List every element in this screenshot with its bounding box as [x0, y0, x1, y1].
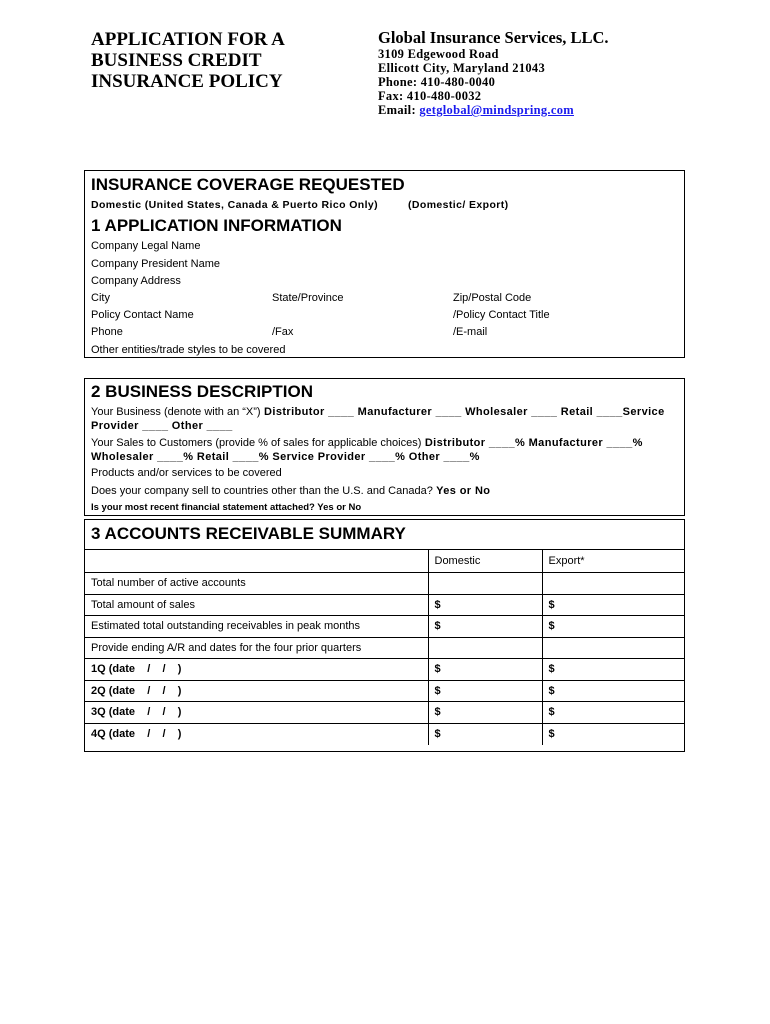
- field-other-entities: Other entities/trade styles to be covered: [91, 344, 286, 356]
- title-line: INSURANCE POLICY: [91, 71, 283, 92]
- sales-options: Distributor ____% Manufacturer ____%: [421, 437, 643, 449]
- products-line: Products and/or services to be covered: [91, 467, 282, 479]
- ar-row-label: 1Q (date / / ): [85, 659, 428, 681]
- countries-prompt: Does your company sell to countries other than the U.S. and Canada?: [91, 485, 433, 497]
- ar-row-label: Provide ending A/R and dates for the four prior quarters: [85, 637, 428, 659]
- ar-row-label: Total amount of sales: [85, 594, 428, 616]
- company-street: 3109 Edgewood Road: [378, 47, 499, 61]
- title-line: BUSINESS CREDIT: [91, 50, 262, 71]
- ar-col-export: Export*: [542, 550, 684, 573]
- document-title: [91, 29, 351, 92]
- company-phone: Phone: 410-480-0040: [378, 75, 496, 89]
- your-business-prompt: Your Business (denote with an “X”): [91, 406, 261, 418]
- ar-row-export[interactable]: $: [542, 723, 684, 745]
- coverage-domestic-export: (Domestic/ Export): [408, 199, 509, 211]
- table-row: [85, 637, 684, 659]
- your-business-options: Distributor ____ Manufacturer ____ Wholesaler ____ Retail ____Service: [260, 406, 665, 418]
- coverage-application-section: [84, 170, 685, 358]
- company-email-row: [378, 103, 718, 117]
- ar-row-domestic[interactable]: $: [428, 659, 542, 681]
- company-city: Ellicott City, Maryland 21043: [378, 61, 546, 75]
- ar-row-export[interactable]: [542, 573, 684, 595]
- table-row: [85, 723, 684, 745]
- countries-answer: Yes or No: [432, 485, 491, 497]
- ar-row-domestic[interactable]: $: [428, 680, 542, 702]
- business-description-section: [84, 378, 685, 516]
- sales-prompt: Your Sales to Customers (provide % of sales for applicable choices): [91, 437, 422, 449]
- ar-row-label: Total number of active accounts: [85, 573, 428, 595]
- ar-row-domestic[interactable]: [428, 573, 542, 595]
- field-fax: /Fax: [272, 326, 294, 338]
- field-zip: Zip/Postal Code: [453, 292, 532, 304]
- coverage-heading: INSURANCE COVERAGE REQUESTED: [91, 175, 405, 194]
- field-contact-title: /Policy Contact Title: [453, 309, 550, 321]
- ar-row-domestic: [428, 637, 542, 659]
- table-row: [85, 573, 684, 595]
- ar-row-domestic[interactable]: $: [428, 594, 542, 616]
- ar-row-label: Estimated total outstanding receivables in peak months: [85, 616, 428, 638]
- application-heading: 1 APPLICATION INFORMATION: [91, 216, 342, 235]
- ar-heading: 3 ACCOUNTS RECEIVABLE SUMMARY: [91, 524, 406, 543]
- ar-row-label: 2Q (date / / ): [85, 680, 428, 702]
- your-business-line-1: [91, 406, 665, 418]
- sales-line-1: [91, 437, 643, 449]
- field-company-address: Company Address: [91, 275, 181, 287]
- field-company-legal-name: Company Legal Name: [91, 240, 201, 252]
- table-row: [85, 680, 684, 702]
- ar-row-export[interactable]: $: [542, 702, 684, 724]
- your-business-line-2: Provider ____ Other ____: [91, 420, 233, 432]
- coverage-domestic: Domestic (United States, Canada & Puerto Rico Only): [91, 199, 379, 211]
- table-row: [85, 659, 684, 681]
- financial-statement-line: Is your most recent financial statement attached? Yes or No: [91, 502, 362, 513]
- field-company-president: Company President Name: [91, 258, 221, 270]
- ar-row-export[interactable]: $: [542, 659, 684, 681]
- ar-row-label: 4Q (date / / ): [85, 723, 428, 745]
- business-heading: 2 BUSINESS DESCRIPTION: [91, 382, 313, 401]
- table-row: [85, 616, 684, 638]
- table-row: [85, 594, 684, 616]
- field-state: State/Province: [272, 292, 344, 304]
- company-contact-block: [378, 29, 718, 117]
- ar-col-domestic: Domestic: [428, 550, 542, 573]
- ar-header-blank: [85, 550, 428, 573]
- ar-row-domestic[interactable]: $: [428, 616, 542, 638]
- field-email: /E-mail: [453, 326, 488, 338]
- email-label: Email:: [378, 103, 416, 117]
- ar-table: [85, 549, 684, 745]
- ar-header-row: [85, 550, 684, 573]
- ar-row-domestic[interactable]: $: [428, 723, 542, 745]
- ar-row-domestic[interactable]: $: [428, 702, 542, 724]
- title-line: APPLICATION FOR A: [91, 29, 285, 50]
- ar-row-label: 3Q (date / / ): [85, 702, 428, 724]
- ar-row-export[interactable]: $: [542, 594, 684, 616]
- field-phone: Phone: [91, 326, 123, 338]
- sales-line-2: Wholesaler ____% Retail ____% Service Provider ____% Other ____%: [91, 451, 480, 463]
- ar-row-export: [542, 637, 684, 659]
- table-row: [85, 702, 684, 724]
- field-contact-name: Policy Contact Name: [91, 309, 194, 321]
- countries-line: [91, 485, 490, 497]
- ar-row-export[interactable]: $: [542, 680, 684, 702]
- accounts-receivable-section: [84, 519, 685, 752]
- company-fax: Fax: 410-480-0032: [378, 89, 482, 103]
- ar-row-export[interactable]: $: [542, 616, 684, 638]
- company-name: Global Insurance Services, LLC.: [378, 28, 609, 47]
- email-link[interactable]: getglobal@mindspring.com: [419, 103, 574, 117]
- field-city: City: [91, 292, 110, 304]
